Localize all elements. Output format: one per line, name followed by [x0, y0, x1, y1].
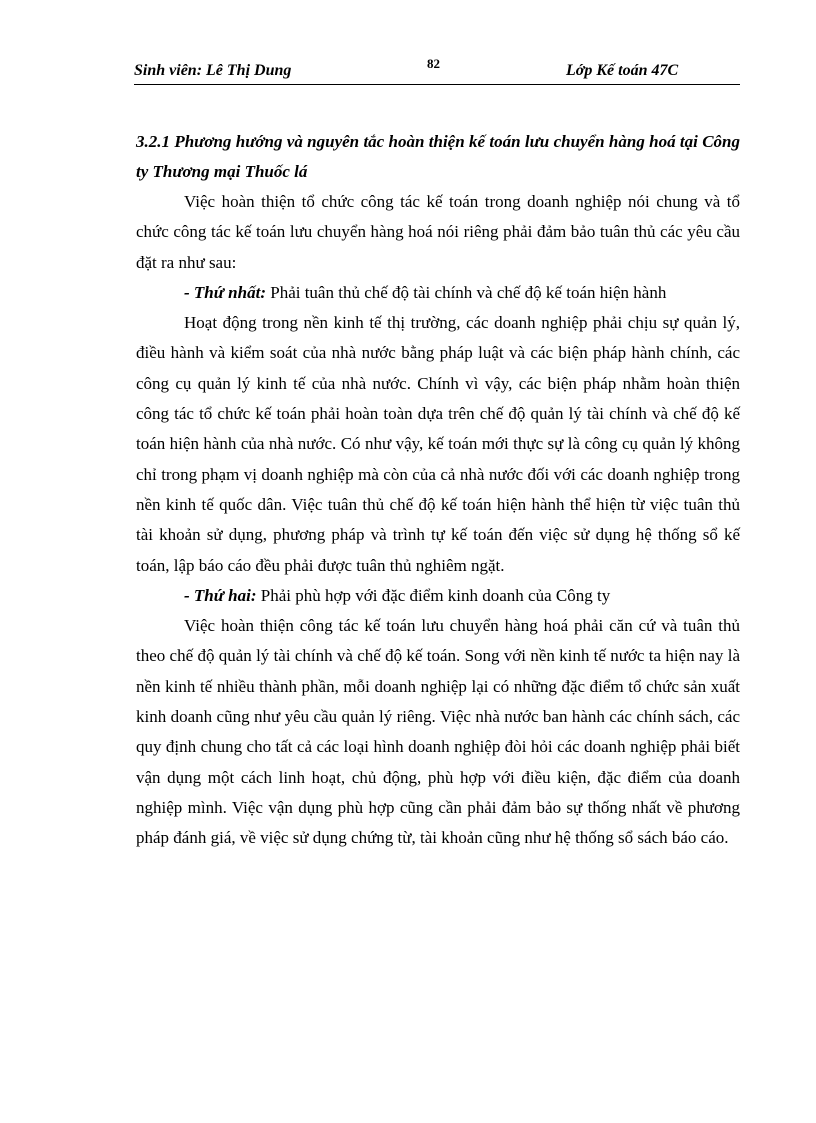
principle-2-lead: - Thứ hai:	[184, 585, 257, 605]
student-name: Sinh viên: Lê Thị Dung	[134, 62, 292, 79]
intro-paragraph: Việc hoàn thiện tổ chức công tác kế toán trong doanh nghiệp nói chung và tổ chức công tác kế toán lưu chuyển hàng hoá nói riêng phải đảm bảo tuân thủ các yêu cầu đặt ra như sau:	[136, 192, 740, 272]
section-heading: 3.2.1 Phương hướng và nguyên tắc hoàn thiện kế toán lưu chuyển hàng hoá tại Công ty Thương mại Thuốc lá	[136, 132, 740, 181]
principle-1-lead: - Thứ nhất:	[184, 282, 266, 302]
principle-2	[136, 581, 740, 611]
class-name: Lớp Kế toán 47C	[566, 62, 679, 79]
paragraph-2: Việc hoàn thiện công tác kế toán lưu chuyển hàng hoá phải căn cứ và tuân thủ theo chế độ quản lý tài chính và chế độ kế toán. Song với nền kinh tế nước ta hiện nay là nền kinh tế nhiều thành phần, mỗi doanh nghiệp lại có những đặc điểm tổ chức sản xuất kinh doanh cũng như yêu cầu quản lý riêng. Việc nhà nước ban hành các chính sách, các quy định chung cho tất cả các loại hình doanh nghiệp đòi hỏi các doanh nghiệp phải biết vận dụng một cách linh hoạt, chủ động, phù hợp với điều kiện, đặc điểm của doanh nghiệp mình. Việc vận dụng phù hợp cũng cần phải đảm bảo sự thống nhất về phương pháp đánh giá, về việc sử dụng chứng từ, tài khoản cũng như hệ thống sổ sách báo cáo.	[136, 616, 740, 848]
page-number: 82	[427, 56, 440, 71]
page-header	[134, 56, 740, 85]
principle-2-text: Phải phù hợp với đặc điểm kinh doanh của Công ty	[256, 585, 611, 605]
page-content	[136, 127, 740, 854]
principle-1	[136, 278, 740, 308]
paragraph-1: Hoạt động trong nền kinh tế thị trường, các doanh nghiệp phải chịu sự quản lý, điều hành và kiểm soát của nhà nước bằng pháp luật và các biện pháp hành chính, các công cụ quản lý kinh tế của nhà nước. Chính vì vậy, các biện pháp nhằm hoàn thiện công tác tổ chức kế toán phải hoàn toàn dựa trên chế độ quản lý tài chính và chế độ kế toán hiện hành của nhà nước. Có như vậy, kế toán mới thực sự là công cụ quản lý không chỉ trong phạm vị doanh nghiệp mà còn của cả nhà nước đối với các doanh nghiệp trong nền kinh tế quốc dân. Việc tuân thủ chế độ kế toán hiện hành thể hiện từ việc tuân thủ tài khoản sử dụng, phương pháp và trình tự kế toán đến việc sử dụng hệ thống sổ kế toán, lập báo cáo đều phải được tuân thủ nghiêm ngặt.	[136, 313, 740, 575]
principle-1-text: Phải tuân thủ chế độ tài chính và chế độ kế toán hiện hành	[265, 282, 667, 302]
